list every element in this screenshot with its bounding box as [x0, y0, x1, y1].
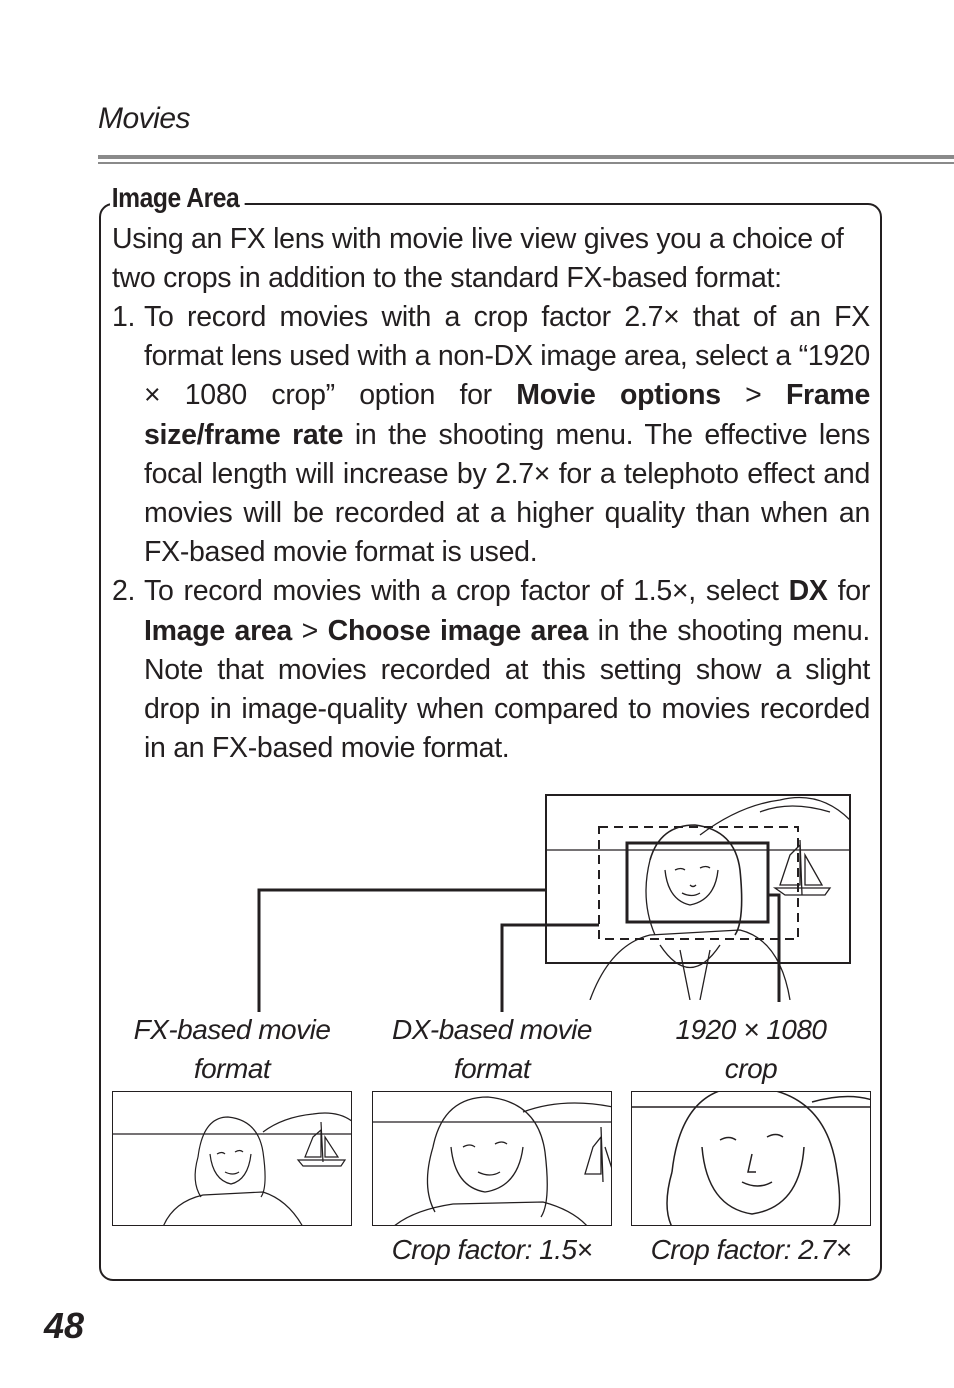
list-text: for: [827, 575, 871, 608]
menu-term: DX: [788, 575, 828, 608]
caption-line: crop: [724, 1053, 778, 1084]
menu-term: Frame size/frame rate: [144, 379, 870, 451]
list-number: 2.: [112, 575, 136, 608]
list-text: in the shooting menu. The effective lens focal length will increase by 2.7× for a telephoto effect and movies will be recorded at a higher quality than when an FX-based movie format is used.: [144, 418, 871, 569]
fx-thumbnail: [112, 1091, 352, 1226]
crop-options-list: [112, 298, 870, 768]
crop-thumbnail: [631, 1091, 871, 1226]
dx-thumbnail: [372, 1091, 612, 1226]
caption-line: format: [193, 1053, 271, 1084]
list-text: in the shooting menu. Note that movies recorded at this setting show a slight drop in image-quality when compared to movies recorded in an FX-based movie format.: [144, 614, 870, 765]
box-title: Image Area: [110, 182, 245, 214]
crop-factor-crop-label: Crop factor: 2.7×: [650, 1234, 852, 1265]
list-item: [112, 572, 870, 768]
caption-line: 1920 × 1080: [675, 1014, 827, 1045]
intro-paragraph: Using an FX lens with movie live view gives you a choice of two crops in addition to the standard FX-based format:: [112, 223, 844, 295]
caption-fx: [112, 1010, 352, 1088]
caption-line: FX-based movie: [133, 1014, 331, 1045]
section-title: Movies: [98, 102, 191, 135]
list-text: To record movies with a crop factor of 1.5×, select: [144, 575, 789, 608]
page-number: 48: [44, 1305, 85, 1346]
list-text: >: [291, 614, 328, 647]
menu-term: Image area: [144, 614, 292, 647]
caption-dx: [372, 1010, 612, 1088]
caption-crop: [631, 1010, 871, 1088]
list-item: [112, 298, 870, 572]
list-text: >: [720, 379, 786, 412]
menu-term: Movie options: [516, 379, 721, 412]
crop-factor-dx-label: Crop factor: 1.5×: [391, 1234, 593, 1265]
header-rule-thin: [98, 162, 954, 164]
header-rule-thick: [98, 155, 954, 159]
list-number: 1.: [112, 301, 136, 333]
menu-term: Choose image area: [327, 614, 588, 647]
list-text: To record movies with a crop factor 2.7× that of an FX format lens used with a non-DX image area, select a “1920 × 1080 crop” option for: [144, 301, 870, 412]
caption-line: DX-based movie: [392, 1014, 592, 1045]
caption-line: format: [453, 1053, 531, 1084]
crop-diagram-illustration: [250, 790, 880, 1015]
